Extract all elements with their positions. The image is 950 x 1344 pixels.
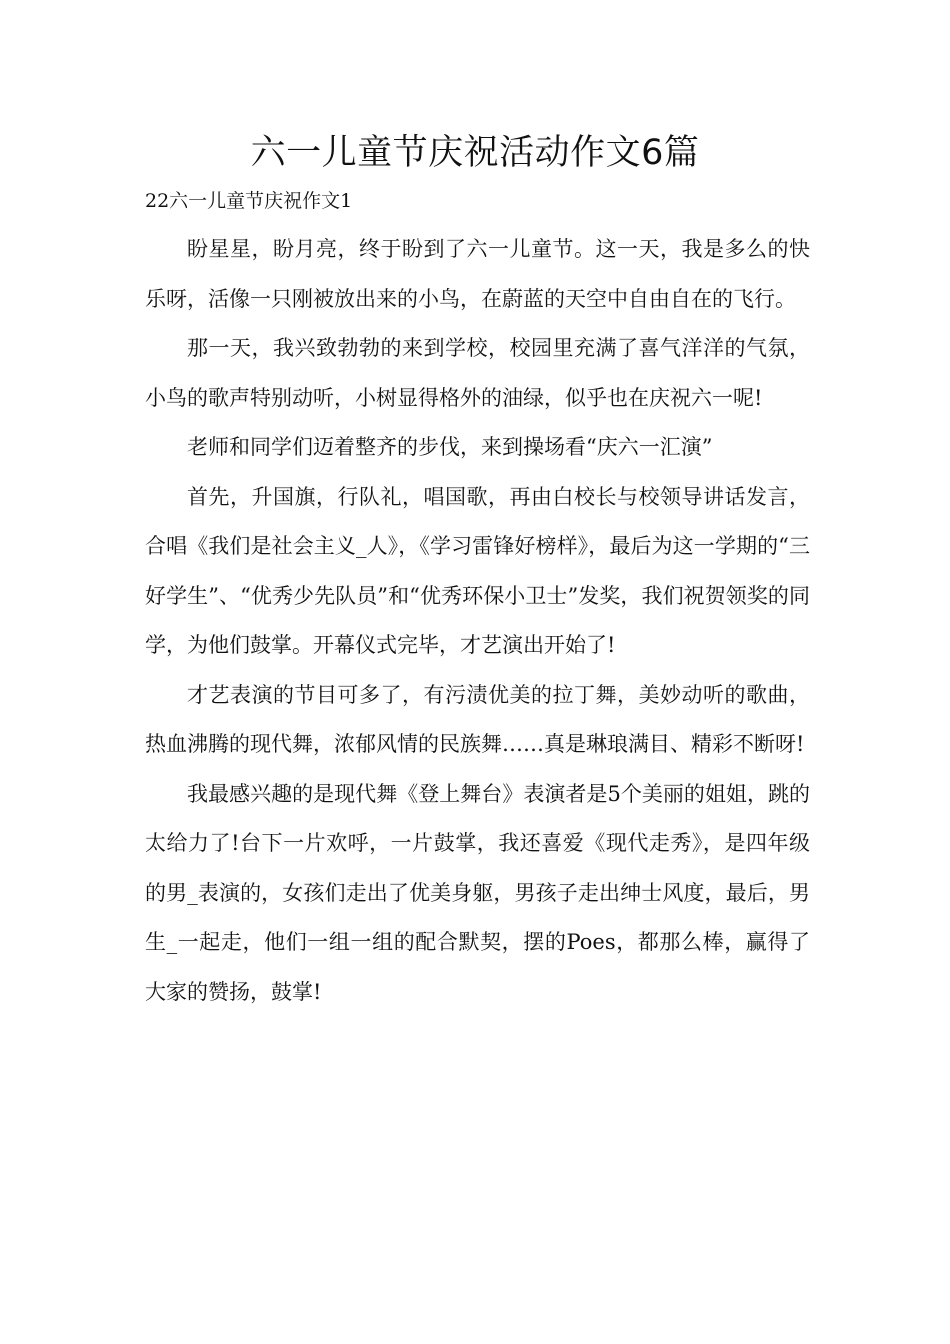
- paragraph-1: 盼星星，盼月亮，终于盼到了六一儿童节。这一天，我是多么的快乐呀，活像一只刚被放出来的小鸟，在蔚蓝的天空中自由自在的飞行。: [145, 237, 810, 311]
- paragraph-6: 我最感兴趣的是现代舞《登上舞台》表演者是5个美丽的姐姐，跳的太给力了!台下一片欢呼，一片鼓掌，我还喜爱《现代走秀》，是四年级的男_表演的，女孩们走出了优美身躯，男孩子走出绅士风度，最后，男生_一起走，他们一组一组的配合默契，摆的Poes，都那么棒，赢得了大家的赞扬，鼓掌!: [145, 781, 810, 1004]
- paragraph-2: 那一天，我兴致勃勃的来到学校，校园里充满了喜气洋洋的气氛，小鸟的歌声特别动听，小树显得格外的油绿，似乎也在庆祝六一呢!: [145, 336, 810, 410]
- document-title: 六一儿童节庆祝活动作文6篇: [250, 133, 700, 173]
- document-subtitle: 22六一儿童节庆祝作文1: [145, 190, 353, 212]
- document-body: [145, 225, 810, 1017]
- paragraph-5: 才艺表演的节目可多了，有污渍优美的拉丁舞，美妙动听的歌曲，热血沸腾的现代舞，浓郁风情的民族舞……真是琳琅满目、精彩不断呀!: [145, 682, 810, 756]
- paragraph-3: 老师和同学们迈着整齐的步伐，来到操场看“庆六一汇演”: [187, 435, 713, 459]
- paragraph-4: 首先，升国旗，行队礼，唱国歌，再由白校长与校领导讲话发言，合唱《我们是社会主义_人》，《学习雷锋好榜样》，最后为这一学期的“三好学生”、“优秀少先队员”和“优秀环保小卫士”发奖，我们祝贺领奖的同学，为他们鼓掌。开幕仪式完毕，才艺演出开始了!: [145, 484, 810, 657]
